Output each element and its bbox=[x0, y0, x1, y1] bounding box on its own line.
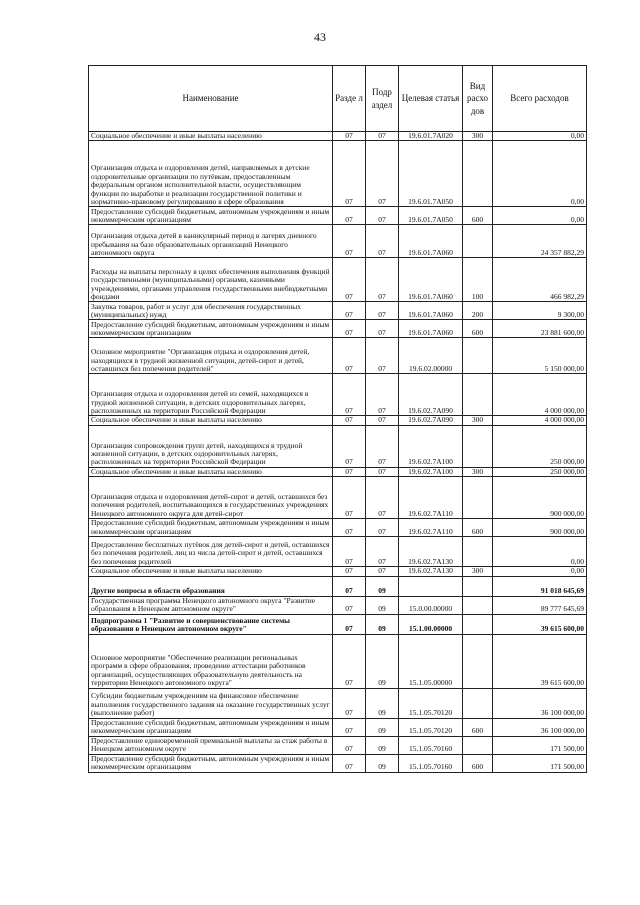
table-header-row bbox=[89, 66, 587, 132]
row-type-cell bbox=[463, 614, 493, 634]
row-section-cell: 07 bbox=[333, 614, 366, 634]
row-section-cell: 07 bbox=[333, 141, 366, 207]
row-type-cell bbox=[463, 688, 493, 718]
row-name-cell: Организация сопровождения групп детей, находящихся в трудной жизненной ситуации, в детских оздоровительных лагерях, расположенных на территории Российской Федерации bbox=[89, 425, 333, 467]
row-type-cell bbox=[463, 374, 493, 416]
row-target-cell: 19.6.02.7А090 bbox=[399, 374, 463, 416]
table-row bbox=[89, 258, 587, 302]
table-row bbox=[89, 374, 587, 416]
row-target-cell: 19.6.01.7А050 bbox=[399, 141, 463, 207]
row-target-cell: 15.1.00.00000 bbox=[399, 614, 463, 634]
table-row bbox=[89, 338, 587, 374]
row-type-cell: 300 bbox=[463, 567, 493, 576]
row-target-cell: 19.6.02.7А090 bbox=[399, 416, 463, 425]
row-section-cell: 07 bbox=[333, 718, 366, 736]
row-total-cell: 9 300,00 bbox=[493, 302, 587, 320]
row-subsection-cell: 09 bbox=[366, 614, 399, 634]
row-target-cell: 15.0.00.00000 bbox=[399, 596, 463, 614]
row-subsection-cell: 07 bbox=[366, 567, 399, 576]
row-target-cell: 19.6.01.7А060 bbox=[399, 225, 463, 258]
row-target-cell: 19.6.02.7А110 bbox=[399, 519, 463, 537]
row-name-cell: Социальное обеспечение и иные выплаты населению bbox=[89, 567, 333, 576]
row-subsection-cell: 07 bbox=[366, 338, 399, 374]
row-target-cell: 15.1.05.70160 bbox=[399, 736, 463, 754]
row-name-cell: Другие вопросы в области образования bbox=[89, 576, 333, 596]
row-target-cell: 19.6.01.7А060 bbox=[399, 302, 463, 320]
row-section-cell: 07 bbox=[333, 258, 366, 302]
row-target-cell: 15.1.05.70120 bbox=[399, 718, 463, 736]
row-subsection-cell: 09 bbox=[366, 736, 399, 754]
row-subsection-cell: 09 bbox=[366, 718, 399, 736]
row-type-cell: 600 bbox=[463, 320, 493, 338]
row-name-cell: Организация отдыха и оздоровления детей, направляемых в детские оздоровительные организации по путёвкам, предоставленным федеральным органом исполнительной власти, осуществляющим функции по выработке и реализации государственной политики и нормативно-правовому регулированию в сфере образования bbox=[89, 141, 333, 207]
row-name-cell: Предоставление субсидий бюджетным, автономным учреждениям и иным некоммерческим организациям bbox=[89, 519, 333, 537]
row-subsection-cell: 07 bbox=[366, 467, 399, 476]
row-section-cell: 07 bbox=[333, 338, 366, 374]
row-type-cell bbox=[463, 338, 493, 374]
row-subsection-cell: 07 bbox=[366, 416, 399, 425]
page-number: 43 bbox=[314, 30, 326, 44]
row-type-cell: 300 bbox=[463, 467, 493, 476]
table-row bbox=[89, 477, 587, 519]
row-target-cell: 15.1.05.70160 bbox=[399, 754, 463, 772]
row-section-cell: 07 bbox=[333, 596, 366, 614]
row-subsection-cell: 07 bbox=[366, 258, 399, 302]
row-name-cell: Организация отдыха детей в каникулярный период в лагерях дневного пребывания на базе образовательных организаций Ненецкого автономного округа bbox=[89, 225, 333, 258]
row-target-cell: 19.6.02.7А100 bbox=[399, 467, 463, 476]
row-type-cell: 600 bbox=[463, 754, 493, 772]
row-total-cell: 0,00 bbox=[493, 132, 587, 141]
row-target-cell: 19.6.02.7А130 bbox=[399, 567, 463, 576]
row-section-cell: 07 bbox=[333, 634, 366, 688]
row-name-cell: Подпрограмма 1 "Развитие и совершенствование системы образования в Ненецком автономном округе" bbox=[89, 614, 333, 634]
row-type-cell bbox=[463, 736, 493, 754]
table-row bbox=[89, 596, 587, 614]
table-row bbox=[89, 614, 587, 634]
row-type-cell: 300 bbox=[463, 416, 493, 425]
header-section: Разде л bbox=[333, 66, 366, 132]
row-name-cell: Предоставление единовременной премиальной выплаты за стаж работы в Ненецком автономном округе bbox=[89, 736, 333, 754]
row-section-cell: 07 bbox=[333, 736, 366, 754]
row-target-cell: 15.1.05.00000 bbox=[399, 634, 463, 688]
row-target-cell: 19.6.01.7А050 bbox=[399, 207, 463, 225]
row-type-cell: 100 bbox=[463, 258, 493, 302]
row-total-cell: 5 150 000,00 bbox=[493, 338, 587, 374]
row-total-cell: 250 000,00 bbox=[493, 467, 587, 476]
table-row bbox=[89, 736, 587, 754]
row-subsection-cell: 07 bbox=[366, 302, 399, 320]
table-row bbox=[89, 320, 587, 338]
row-target-cell: 19.6.02.7А110 bbox=[399, 477, 463, 519]
row-section-cell: 07 bbox=[333, 467, 366, 476]
row-name-cell: Основное мероприятие "Обеспечение реализации региональных программ в сфере образования, проведение аттестации работников организаций, осуществляющих образовательную деятельность на территории Ненецкого автономного округа" bbox=[89, 634, 333, 688]
table-row bbox=[89, 132, 587, 141]
row-total-cell: 171 500,00 bbox=[493, 754, 587, 772]
row-subsection-cell: 09 bbox=[366, 576, 399, 596]
table-row bbox=[89, 141, 587, 207]
table-row bbox=[89, 634, 587, 688]
row-subsection-cell: 07 bbox=[366, 374, 399, 416]
row-name-cell: Предоставление субсидий бюджетным, автономным учреждениям и иным некоммерческим организациям bbox=[89, 207, 333, 225]
table-row bbox=[89, 302, 587, 320]
table-row bbox=[89, 207, 587, 225]
row-total-cell: 36 100 000,00 bbox=[493, 688, 587, 718]
row-type-cell bbox=[463, 537, 493, 567]
row-total-cell: 0,00 bbox=[493, 141, 587, 207]
table-row bbox=[89, 416, 587, 425]
row-total-cell: 4 000 000,00 bbox=[493, 374, 587, 416]
row-target-cell: 19.6.01.7А020 bbox=[399, 132, 463, 141]
row-subsection-cell: 09 bbox=[366, 634, 399, 688]
row-subsection-cell: 07 bbox=[366, 132, 399, 141]
row-total-cell: 466 982,29 bbox=[493, 258, 587, 302]
row-name-cell: Закупка товаров, работ и услуг для обеспечения государственных (муниципальных) нужд bbox=[89, 302, 333, 320]
row-name-cell: Предоставление субсидий бюджетным, автономным учреждениям и иным некоммерческим организациям bbox=[89, 754, 333, 772]
row-total-cell: 89 777 645,69 bbox=[493, 596, 587, 614]
row-total-cell: 0,00 bbox=[493, 567, 587, 576]
row-target-cell bbox=[399, 576, 463, 596]
row-name-cell: Субсидии бюджетным учреждениям на финансовое обеспечение выполнения государственного задания на оказание государственных услуг (выполнение работ) bbox=[89, 688, 333, 718]
row-total-cell: 39 615 600,00 bbox=[493, 614, 587, 634]
row-subsection-cell: 07 bbox=[366, 320, 399, 338]
row-type-cell bbox=[463, 477, 493, 519]
row-section-cell: 07 bbox=[333, 537, 366, 567]
row-total-cell: 4 000 000,00 bbox=[493, 416, 587, 425]
header-name: Наименование bbox=[89, 66, 333, 132]
row-subsection-cell: 09 bbox=[366, 688, 399, 718]
row-section-cell: 07 bbox=[333, 754, 366, 772]
row-type-cell: 200 bbox=[463, 302, 493, 320]
row-name-cell: Предоставление субсидий бюджетным, автономным учреждениям и иным некоммерческим организациям bbox=[89, 718, 333, 736]
row-type-cell: 600 bbox=[463, 519, 493, 537]
row-total-cell: 250 000,00 bbox=[493, 425, 587, 467]
row-subsection-cell: 07 bbox=[366, 141, 399, 207]
row-name-cell: Основное мероприятие "Организация отдыха и оздоровления детей, находящихся в трудной жизненной ситуации, детей-сирот и детей, оставшихся без попечения родителей" bbox=[89, 338, 333, 374]
table-row bbox=[89, 519, 587, 537]
table-row bbox=[89, 754, 587, 772]
table-row bbox=[89, 718, 587, 736]
row-target-cell: 19.6.02.7А100 bbox=[399, 425, 463, 467]
header-type: Вид расхо дов bbox=[463, 66, 493, 132]
row-type-cell: 600 bbox=[463, 207, 493, 225]
row-section-cell: 07 bbox=[333, 302, 366, 320]
row-name-cell: Государственная программа Ненецкого автономного округа "Развитие образования в Ненецком автономном округе" bbox=[89, 596, 333, 614]
header-target: Целевая статья bbox=[399, 66, 463, 132]
row-name-cell: Социальное обеспечение и иные выплаты населению bbox=[89, 132, 333, 141]
row-section-cell: 07 bbox=[333, 688, 366, 718]
row-name-cell: Предоставление субсидий бюджетным, автономным учреждениям и иным некоммерческим организациям bbox=[89, 320, 333, 338]
row-section-cell: 07 bbox=[333, 576, 366, 596]
row-subsection-cell: 07 bbox=[366, 207, 399, 225]
row-subsection-cell: 09 bbox=[366, 754, 399, 772]
row-section-cell: 07 bbox=[333, 207, 366, 225]
row-section-cell: 07 bbox=[333, 477, 366, 519]
table-row bbox=[89, 688, 587, 718]
row-name-cell: Социальное обеспечение и иные выплаты населению bbox=[89, 467, 333, 476]
row-target-cell: 19.6.01.7А060 bbox=[399, 320, 463, 338]
row-section-cell: 07 bbox=[333, 567, 366, 576]
table-row bbox=[89, 425, 587, 467]
row-total-cell: 91 018 645,69 bbox=[493, 576, 587, 596]
table-body bbox=[89, 132, 587, 773]
row-type-cell bbox=[463, 425, 493, 467]
row-subsection-cell: 07 bbox=[366, 537, 399, 567]
row-section-cell: 07 bbox=[333, 132, 366, 141]
row-name-cell: Предоставление бесплатных путёвок для детей-сирот и детей, оставшихся без попечения родителей, лиц из числа детей-сирот и детей, оставшихся без попечения родителей bbox=[89, 537, 333, 567]
row-target-cell: 19.6.01.7А060 bbox=[399, 258, 463, 302]
row-total-cell: 39 615 600,00 bbox=[493, 634, 587, 688]
row-total-cell: 23 881 600,00 bbox=[493, 320, 587, 338]
row-type-cell bbox=[463, 576, 493, 596]
row-target-cell: 15.1.05.70120 bbox=[399, 688, 463, 718]
row-total-cell: 36 100 000,00 bbox=[493, 718, 587, 736]
row-total-cell: 171 500,00 bbox=[493, 736, 587, 754]
table-row bbox=[89, 537, 587, 567]
row-subsection-cell: 07 bbox=[366, 477, 399, 519]
row-total-cell: 0,00 bbox=[493, 537, 587, 567]
row-subsection-cell: 07 bbox=[366, 225, 399, 258]
row-total-cell: 900 000,00 bbox=[493, 477, 587, 519]
row-total-cell: 24 357 882,29 bbox=[493, 225, 587, 258]
budget-table bbox=[88, 65, 587, 773]
table-row bbox=[89, 576, 587, 596]
row-total-cell: 0,00 bbox=[493, 207, 587, 225]
row-type-cell bbox=[463, 225, 493, 258]
row-name-cell: Организация отдыха и оздоровления детей из семей, находящихся в трудной жизненной ситуации, в детских оздоровительных лагерях, расположенных на территории Российской Федерации bbox=[89, 374, 333, 416]
table-row bbox=[89, 467, 587, 476]
table-row bbox=[89, 225, 587, 258]
row-type-cell bbox=[463, 141, 493, 207]
row-type-cell: 300 bbox=[463, 132, 493, 141]
row-section-cell: 07 bbox=[333, 416, 366, 425]
row-section-cell: 07 bbox=[333, 320, 366, 338]
row-subsection-cell: 09 bbox=[366, 596, 399, 614]
row-name-cell: Социальное обеспечение и иные выплаты населению bbox=[89, 416, 333, 425]
row-type-cell bbox=[463, 596, 493, 614]
header-total: Всего расходов bbox=[493, 66, 587, 132]
header-subsection: Подр аздел bbox=[366, 66, 399, 132]
row-target-cell: 19.6.02.7А130 bbox=[399, 537, 463, 567]
row-section-cell: 07 bbox=[333, 225, 366, 258]
row-subsection-cell: 07 bbox=[366, 425, 399, 467]
row-section-cell: 07 bbox=[333, 519, 366, 537]
row-type-cell bbox=[463, 634, 493, 688]
row-total-cell: 900 000,00 bbox=[493, 519, 587, 537]
row-subsection-cell: 07 bbox=[366, 519, 399, 537]
row-name-cell: Организация отдыха и оздоровления детей-сирот и детей, оставшихся без попечения родителей, воспитывающихся в государственных учреждениях Ненецкого автономного округа для детей-сирот bbox=[89, 477, 333, 519]
row-target-cell: 19.6.02.00000 bbox=[399, 338, 463, 374]
row-name-cell: Расходы на выплаты персоналу в целях обеспечения выполнения функций государственными (муниципальными) органами, казенными учреждениями, органами управления государственными внебюджетными фондами bbox=[89, 258, 333, 302]
row-type-cell: 600 bbox=[463, 718, 493, 736]
row-section-cell: 07 bbox=[333, 425, 366, 467]
table-row bbox=[89, 567, 587, 576]
row-section-cell: 07 bbox=[333, 374, 366, 416]
